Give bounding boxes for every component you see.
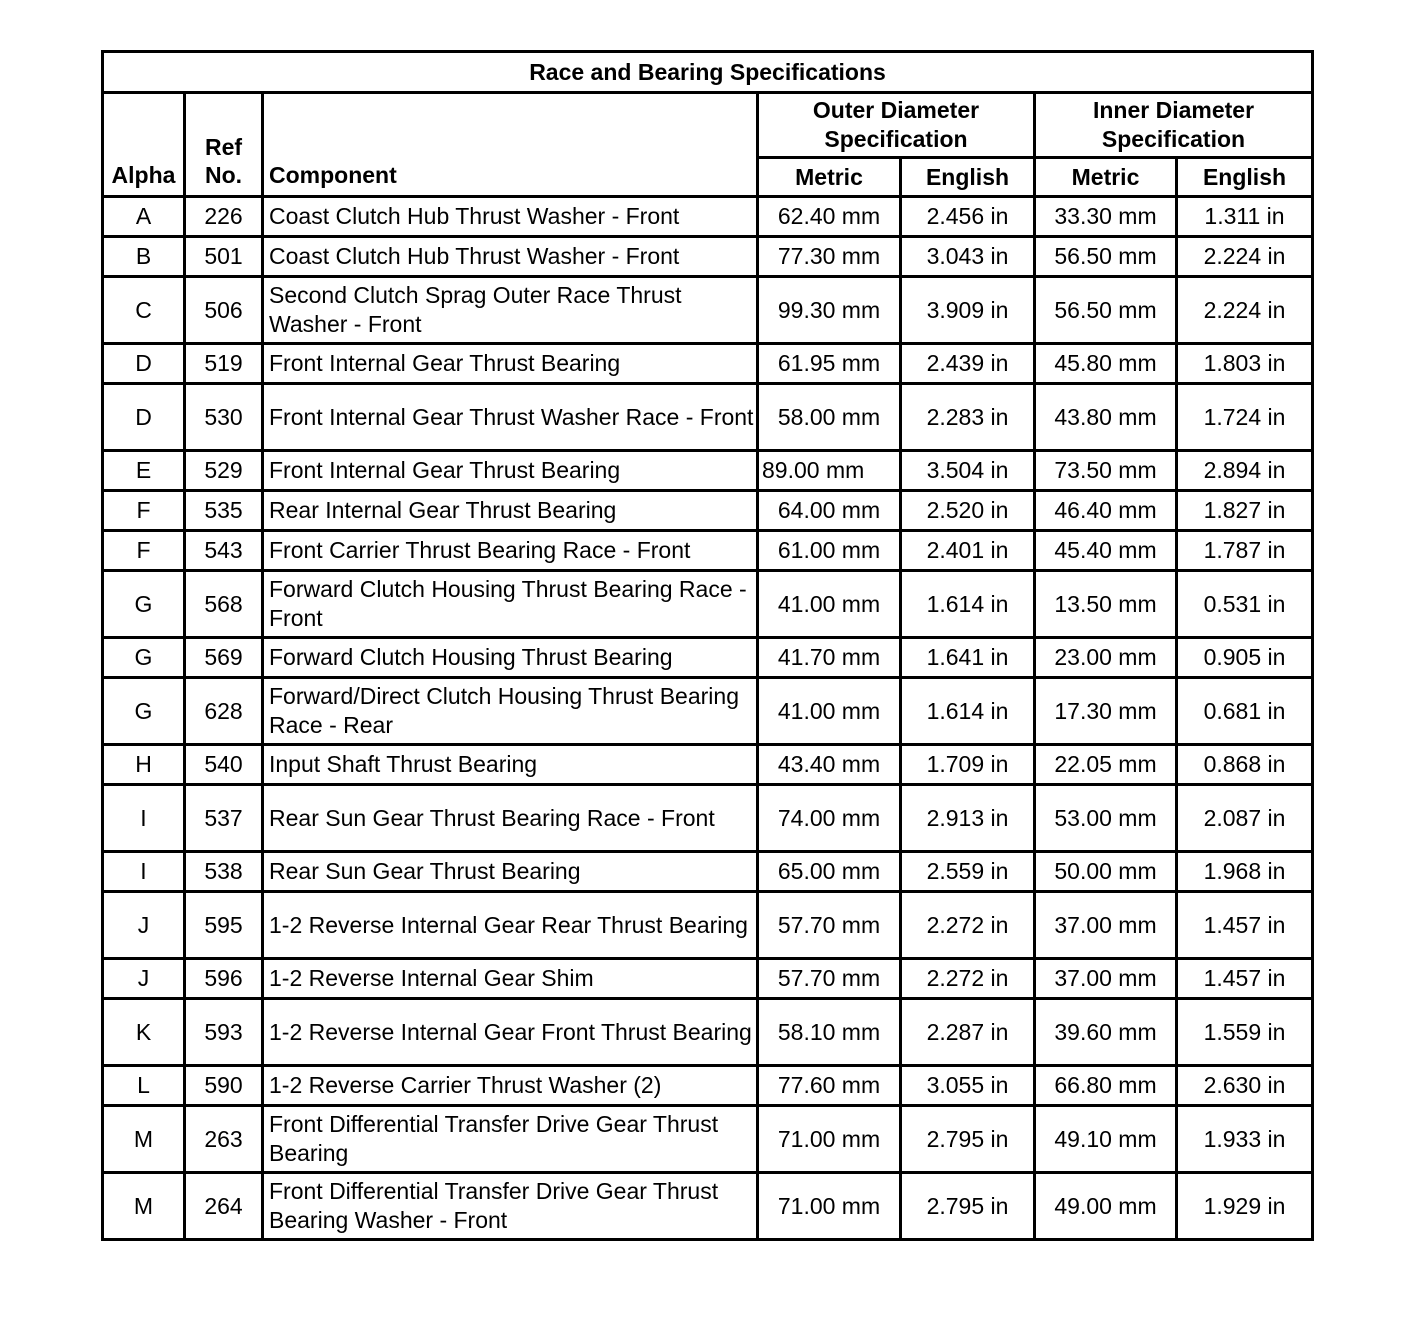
- cell-component: Second Clutch Sprag Outer Race Thrust Washer - Front: [263, 277, 758, 344]
- cell-ref: 596: [185, 959, 263, 999]
- cell-alpha: D: [103, 384, 185, 451]
- cell-id-metric: 56.50 mm: [1035, 277, 1177, 344]
- table-title: Race and Bearing Specifications: [103, 52, 1313, 93]
- cell-id-english: 1.724 in: [1177, 384, 1313, 451]
- table-row: [103, 785, 1313, 852]
- table-row: [103, 344, 1313, 384]
- cell-id-metric: 73.50 mm: [1035, 451, 1177, 491]
- cell-od-metric: 77.30 mm: [758, 237, 901, 277]
- cell-id-english: 0.681 in: [1177, 678, 1313, 745]
- table-row: [103, 237, 1313, 277]
- cell-ref: 569: [185, 638, 263, 678]
- cell-ref: 540: [185, 745, 263, 785]
- cell-component: Forward/Direct Clutch Housing Thrust Bearing Race - Rear: [263, 678, 758, 745]
- cell-id-english: 1.827 in: [1177, 491, 1313, 531]
- cell-od-metric: 41.00 mm: [758, 678, 901, 745]
- cell-ref: 501: [185, 237, 263, 277]
- cell-id-english: 0.868 in: [1177, 745, 1313, 785]
- cell-od-english: 2.913 in: [901, 785, 1035, 852]
- cell-id-english: 1.457 in: [1177, 959, 1313, 999]
- cell-od-metric: 58.00 mm: [758, 384, 901, 451]
- table-row: [103, 678, 1313, 745]
- header-outer-line2: Specification: [824, 126, 968, 152]
- cell-id-metric: 49.00 mm: [1035, 1173, 1177, 1240]
- cell-alpha: M: [103, 1173, 185, 1240]
- header-id-english: English: [1177, 158, 1313, 197]
- cell-id-english: 1.311 in: [1177, 197, 1313, 237]
- header-outer-diameter: [758, 93, 1035, 158]
- cell-id-english: 2.630 in: [1177, 1066, 1313, 1106]
- table-row: [103, 852, 1313, 892]
- cell-ref: 530: [185, 384, 263, 451]
- cell-alpha: B: [103, 237, 185, 277]
- cell-id-metric: 45.40 mm: [1035, 531, 1177, 571]
- cell-od-metric: 61.95 mm: [758, 344, 901, 384]
- cell-od-metric: 64.00 mm: [758, 491, 901, 531]
- cell-ref: 628: [185, 678, 263, 745]
- cell-ref: 595: [185, 892, 263, 959]
- header-inner-diameter: [1035, 93, 1313, 158]
- cell-id-english: 1.933 in: [1177, 1106, 1313, 1173]
- header-inner-line2: Specification: [1101, 126, 1246, 152]
- cell-component: Front Carrier Thrust Bearing Race - Front: [263, 531, 758, 571]
- cell-od-english: 1.641 in: [901, 638, 1035, 678]
- cell-component: 1-2 Reverse Internal Gear Shim: [263, 959, 758, 999]
- cell-ref: 535: [185, 491, 263, 531]
- table-row: [103, 638, 1313, 678]
- cell-id-english: 0.531 in: [1177, 571, 1313, 638]
- cell-od-metric: 61.00 mm: [758, 531, 901, 571]
- table-body: [103, 197, 1313, 1240]
- header-ref-no: [185, 93, 263, 197]
- cell-od-metric: 99.30 mm: [758, 277, 901, 344]
- cell-ref: 590: [185, 1066, 263, 1106]
- cell-id-metric: 53.00 mm: [1035, 785, 1177, 852]
- cell-id-english: 1.929 in: [1177, 1173, 1313, 1240]
- cell-id-english: 1.968 in: [1177, 852, 1313, 892]
- cell-component: Coast Clutch Hub Thrust Washer - Front: [263, 237, 758, 277]
- cell-od-english: 3.909 in: [901, 277, 1035, 344]
- cell-id-english: 1.559 in: [1177, 999, 1313, 1066]
- cell-ref: 537: [185, 785, 263, 852]
- cell-id-metric: 37.00 mm: [1035, 892, 1177, 959]
- cell-alpha: F: [103, 531, 185, 571]
- table-row: [103, 531, 1313, 571]
- cell-ref: 529: [185, 451, 263, 491]
- cell-alpha: G: [103, 638, 185, 678]
- table-row: [103, 197, 1313, 237]
- table-row: [103, 959, 1313, 999]
- table-row: [103, 451, 1313, 491]
- cell-id-english: 2.224 in: [1177, 237, 1313, 277]
- cell-id-english: 2.087 in: [1177, 785, 1313, 852]
- table-row: [103, 745, 1313, 785]
- cell-od-english: 2.795 in: [901, 1106, 1035, 1173]
- cell-alpha: H: [103, 745, 185, 785]
- cell-ref: 519: [185, 344, 263, 384]
- cell-id-english: 2.894 in: [1177, 451, 1313, 491]
- cell-ref: 593: [185, 999, 263, 1066]
- cell-alpha: D: [103, 344, 185, 384]
- cell-od-english: 2.795 in: [901, 1173, 1035, 1240]
- cell-ref: 506: [185, 277, 263, 344]
- cell-component: Forward Clutch Housing Thrust Bearing Race - Front: [263, 571, 758, 638]
- cell-id-metric: 33.30 mm: [1035, 197, 1177, 237]
- cell-od-metric: 74.00 mm: [758, 785, 901, 852]
- cell-id-english: 1.803 in: [1177, 344, 1313, 384]
- cell-alpha: I: [103, 785, 185, 852]
- cell-id-english: 0.905 in: [1177, 638, 1313, 678]
- cell-od-english: 2.272 in: [901, 959, 1035, 999]
- cell-od-english: 3.055 in: [901, 1066, 1035, 1106]
- cell-alpha: E: [103, 451, 185, 491]
- cell-component: Rear Sun Gear Thrust Bearing: [263, 852, 758, 892]
- cell-id-metric: 49.10 mm: [1035, 1106, 1177, 1173]
- cell-od-metric: 62.40 mm: [758, 197, 901, 237]
- cell-id-metric: 39.60 mm: [1035, 999, 1177, 1066]
- cell-od-english: 2.401 in: [901, 531, 1035, 571]
- cell-ref: 538: [185, 852, 263, 892]
- cell-alpha: M: [103, 1106, 185, 1173]
- cell-component: Front Internal Gear Thrust Washer Race - Front: [263, 384, 758, 451]
- cell-id-metric: 43.80 mm: [1035, 384, 1177, 451]
- cell-od-english: 3.043 in: [901, 237, 1035, 277]
- cell-od-metric: 41.00 mm: [758, 571, 901, 638]
- cell-od-english: 2.520 in: [901, 491, 1035, 531]
- cell-od-english: 1.614 in: [901, 571, 1035, 638]
- cell-od-metric: 89.00 mm: [758, 451, 901, 491]
- cell-component: Rear Internal Gear Thrust Bearing: [263, 491, 758, 531]
- cell-id-metric: 45.80 mm: [1035, 344, 1177, 384]
- cell-id-english: 1.457 in: [1177, 892, 1313, 959]
- header-outer-line1: Outer Diameter: [812, 97, 980, 123]
- header-ref-line2: No.: [204, 162, 243, 188]
- cell-id-metric: 23.00 mm: [1035, 638, 1177, 678]
- cell-ref: 264: [185, 1173, 263, 1240]
- header-od-english: English: [901, 158, 1035, 197]
- header-od-metric: Metric: [758, 158, 901, 197]
- cell-od-metric: 43.40 mm: [758, 745, 901, 785]
- cell-alpha: G: [103, 678, 185, 745]
- cell-od-english: 2.439 in: [901, 344, 1035, 384]
- cell-component: 1-2 Reverse Internal Gear Front Thrust Bearing: [263, 999, 758, 1066]
- cell-od-english: 2.283 in: [901, 384, 1035, 451]
- cell-od-metric: 77.60 mm: [758, 1066, 901, 1106]
- cell-od-metric: 71.00 mm: [758, 1173, 901, 1240]
- header-ref-line1: Ref: [204, 134, 243, 160]
- cell-component: Input Shaft Thrust Bearing: [263, 745, 758, 785]
- cell-id-metric: 46.40 mm: [1035, 491, 1177, 531]
- cell-component: Front Differential Transfer Drive Gear Thrust Bearing: [263, 1106, 758, 1173]
- header-inner-line1: Inner Diameter: [1092, 97, 1255, 123]
- cell-ref: 226: [185, 197, 263, 237]
- table-row: [103, 1106, 1313, 1173]
- cell-id-metric: 22.05 mm: [1035, 745, 1177, 785]
- cell-od-metric: 58.10 mm: [758, 999, 901, 1066]
- cell-id-metric: 66.80 mm: [1035, 1066, 1177, 1106]
- cell-alpha: J: [103, 892, 185, 959]
- table-row: [103, 999, 1313, 1066]
- table-row: [103, 491, 1313, 531]
- cell-component: Rear Sun Gear Thrust Bearing Race - Front: [263, 785, 758, 852]
- cell-od-english: 2.559 in: [901, 852, 1035, 892]
- table-row: [103, 277, 1313, 344]
- cell-alpha: I: [103, 852, 185, 892]
- cell-od-metric: 65.00 mm: [758, 852, 901, 892]
- table-row: [103, 1173, 1313, 1240]
- header-alpha: Alpha: [103, 93, 185, 197]
- table-row: [103, 571, 1313, 638]
- table-row: [103, 384, 1313, 451]
- cell-ref: 263: [185, 1106, 263, 1173]
- cell-component: Front Differential Transfer Drive Gear Thrust Bearing Washer - Front: [263, 1173, 758, 1240]
- cell-ref: 568: [185, 571, 263, 638]
- cell-ref: 543: [185, 531, 263, 571]
- cell-od-metric: 57.70 mm: [758, 959, 901, 999]
- cell-od-english: 2.287 in: [901, 999, 1035, 1066]
- cell-alpha: L: [103, 1066, 185, 1106]
- cell-od-metric: 71.00 mm: [758, 1106, 901, 1173]
- cell-component: Coast Clutch Hub Thrust Washer - Front: [263, 197, 758, 237]
- cell-od-metric: 57.70 mm: [758, 892, 901, 959]
- cell-id-english: 1.787 in: [1177, 531, 1313, 571]
- cell-id-metric: 17.30 mm: [1035, 678, 1177, 745]
- cell-component: Front Internal Gear Thrust Bearing: [263, 451, 758, 491]
- cell-id-metric: 13.50 mm: [1035, 571, 1177, 638]
- cell-od-english: 1.709 in: [901, 745, 1035, 785]
- specifications-table: [101, 50, 1314, 1241]
- cell-alpha: A: [103, 197, 185, 237]
- table-row: [103, 892, 1313, 959]
- header-id-metric: Metric: [1035, 158, 1177, 197]
- cell-alpha: G: [103, 571, 185, 638]
- cell-component: 1-2 Reverse Carrier Thrust Washer (2): [263, 1066, 758, 1106]
- cell-id-metric: 56.50 mm: [1035, 237, 1177, 277]
- cell-od-english: 3.504 in: [901, 451, 1035, 491]
- cell-od-english: 2.456 in: [901, 197, 1035, 237]
- table-row: [103, 1066, 1313, 1106]
- cell-component: Front Internal Gear Thrust Bearing: [263, 344, 758, 384]
- cell-id-metric: 50.00 mm: [1035, 852, 1177, 892]
- cell-id-metric: 37.00 mm: [1035, 959, 1177, 999]
- cell-component: Forward Clutch Housing Thrust Bearing: [263, 638, 758, 678]
- cell-od-english: 2.272 in: [901, 892, 1035, 959]
- cell-od-metric: 41.70 mm: [758, 638, 901, 678]
- cell-id-english: 2.224 in: [1177, 277, 1313, 344]
- cell-alpha: F: [103, 491, 185, 531]
- cell-component: 1-2 Reverse Internal Gear Rear Thrust Bearing: [263, 892, 758, 959]
- cell-alpha: K: [103, 999, 185, 1066]
- header-component: Component: [263, 93, 758, 197]
- cell-alpha: J: [103, 959, 185, 999]
- cell-alpha: C: [103, 277, 185, 344]
- cell-od-english: 1.614 in: [901, 678, 1035, 745]
